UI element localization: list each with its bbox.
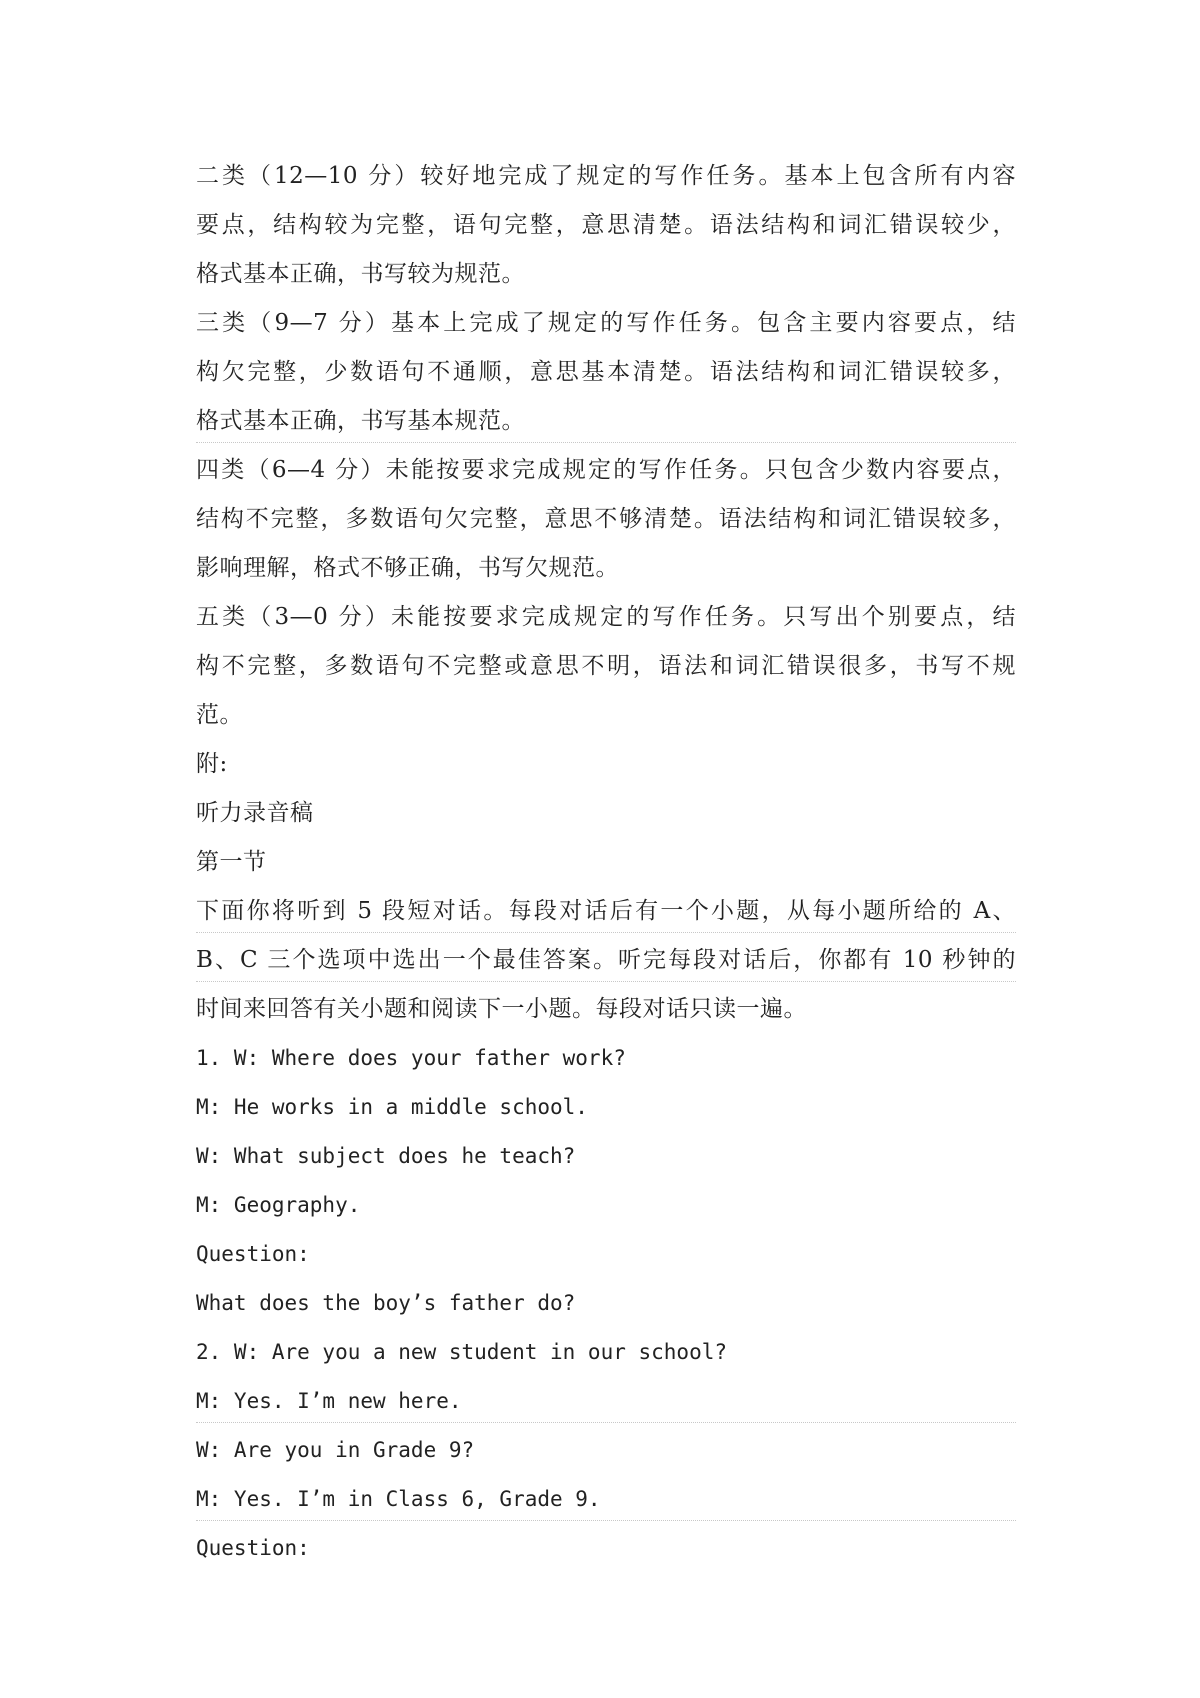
question-text: What does the boy’s father do?	[196, 1291, 576, 1315]
document-page	[196, 152, 1016, 1573]
grade-4-line-1: 四类（6—4 分）未能按要求完成规定的写作任务。只包含少数内容要点，	[196, 457, 1016, 483]
grade-3-line-3: 格式基本正确，书写基本规范。	[196, 397, 1016, 446]
grade-2-line-1: 二类（12—10 分）较好地完成了规定的写作任务。基本上包含所有内容	[196, 163, 1016, 189]
grade-5-line-3: 范。	[196, 702, 243, 728]
dialogue-line: M: Yes. I’m new here.	[196, 1377, 1016, 1426]
grade-3-line-2: 构欠完整，少数语句不通顺，意思基本清楚。语法结构和词汇错误较多，	[196, 359, 1016, 385]
dialogue-line: M: Yes. I’m in Class 6, Grade 9.	[196, 1475, 1016, 1524]
grade-4-line-2: 结构不完整，多数语句欠完整，意思不够清楚。语法结构和词汇错误较多，	[196, 506, 1016, 532]
dialogue-line: W: What subject does he teach?	[196, 1144, 576, 1168]
appendix-label: 附:	[196, 751, 228, 777]
dialogue-line: M: Geography.	[196, 1193, 361, 1217]
dialogue-line: 2. W: Are you a new student in our school?	[196, 1340, 728, 1364]
instructions-line-1: 下面你将听到 5 段短对话。每段对话后有一个小题，从每小题所给的 A、	[196, 887, 1016, 936]
dialogue-line: M: He works in a middle school.	[196, 1095, 588, 1119]
instructions-line-2: B、C 三个选项中选出一个最佳答案。听完每段对话后，你都有 10 秒钟的	[196, 936, 1016, 985]
grade-2-line-3: 格式基本正确，书写较为规范。	[196, 261, 525, 287]
grade-5-line-2: 构不完整，多数语句不完整或意思不明，语法和词汇错误很多，书写不规	[196, 653, 1016, 679]
instructions-line-3: 时间来回答有关小题和阅读下一小题。每段对话只读一遍。	[196, 996, 807, 1022]
grade-2-line-2: 要点，结构较为完整，语句完整，意思清楚。语法结构和词汇错误较少，	[196, 212, 1016, 238]
dialogue-line: 1. W: Where does your father work?	[196, 1046, 626, 1070]
question-label: Question:	[196, 1242, 310, 1266]
part-title: 第一节	[196, 849, 267, 875]
grade-4-line-3: 影响理解，格式不够正确，书写欠规范。	[196, 555, 619, 581]
dialogue-line: W: Are you in Grade 9?	[196, 1438, 475, 1462]
section-title: 听力录音稿	[196, 800, 314, 826]
question-label: Question:	[196, 1536, 310, 1560]
grade-5-line-1: 五类（3—0 分）未能按要求完成规定的写作任务。只写出个别要点，结	[196, 604, 1016, 630]
grade-3-line-1: 三类（9—7 分）基本上完成了规定的写作任务。包含主要内容要点，结	[196, 310, 1016, 336]
